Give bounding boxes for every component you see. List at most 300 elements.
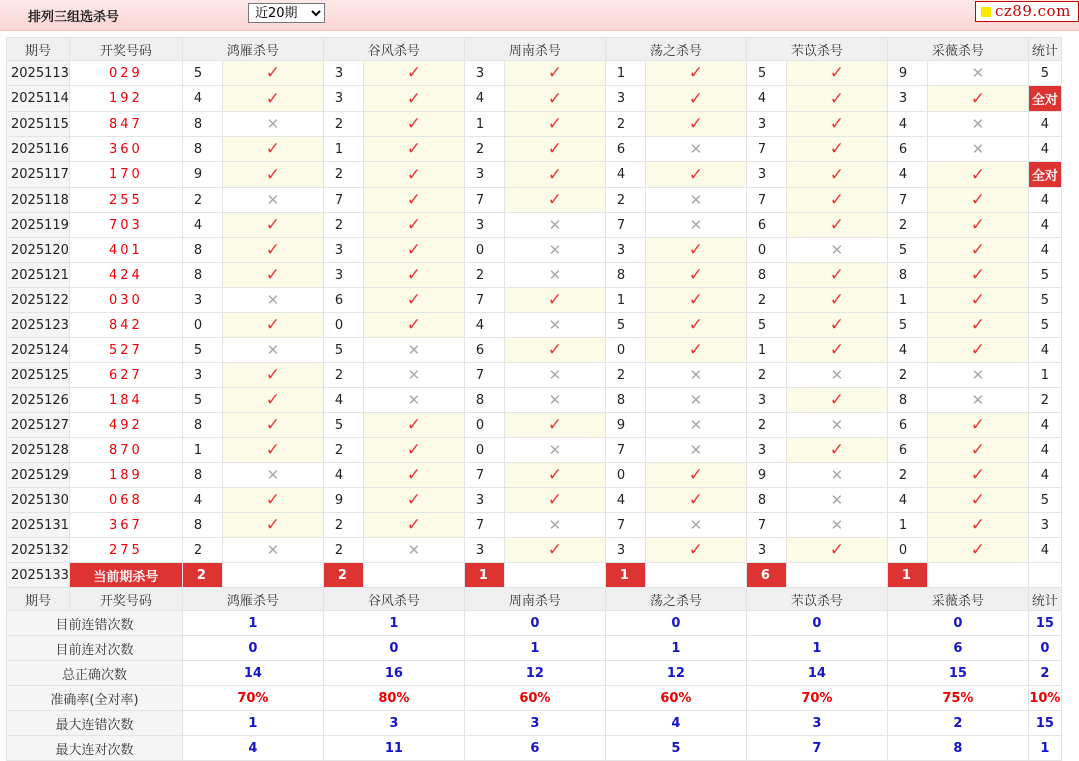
current-kill-number: 6 — [746, 563, 786, 588]
result-mark — [645, 238, 746, 263]
row-stat: 4 — [1028, 137, 1061, 162]
kill-number: 8 — [182, 137, 222, 162]
kill-number: 4 — [887, 338, 927, 363]
summary-value: 12 — [464, 661, 605, 686]
table-row — [7, 61, 1062, 86]
table-row — [7, 137, 1062, 162]
current-kill-number: 1 — [464, 563, 504, 588]
result-mark — [645, 313, 746, 338]
issue-number: 2025126 — [7, 388, 70, 413]
kill-number: 7 — [464, 363, 504, 388]
draw-code: 275 — [69, 538, 182, 563]
result-mark — [645, 137, 746, 162]
kill-number: 3 — [182, 363, 222, 388]
result-mark — [786, 137, 887, 162]
summary-value: 1 — [182, 711, 323, 736]
kill-number: 2 — [887, 463, 927, 488]
summary-value: 0 — [182, 636, 323, 661]
check-icon: ✓ — [547, 540, 563, 560]
issue-number: 2025125 — [7, 363, 70, 388]
summary-stat: 15 — [1028, 611, 1061, 636]
issue-number: 2025114 — [7, 86, 70, 112]
top-bar — [0, 0, 1079, 31]
kill-number: 2 — [323, 213, 363, 238]
cross-icon: ✕ — [266, 466, 280, 484]
kill-number: 8 — [182, 413, 222, 438]
kill-number: 9 — [182, 162, 222, 188]
draw-code: 184 — [69, 388, 182, 413]
check-icon: ✓ — [265, 88, 281, 109]
result-mark — [927, 61, 1028, 86]
kill-number: 0 — [746, 238, 786, 263]
summary-value: 6 — [464, 736, 605, 761]
check-icon: ✓ — [406, 63, 422, 83]
check-icon: ✓ — [406, 415, 422, 435]
cross-icon: ✕ — [407, 366, 421, 384]
result-mark — [222, 288, 323, 313]
kill-number: 8 — [182, 463, 222, 488]
check-icon: ✓ — [406, 440, 422, 460]
kill-number: 2 — [746, 288, 786, 313]
check-icon: ✓ — [688, 240, 704, 260]
current-issue: 2025133 — [7, 563, 70, 588]
kill-number: 6 — [887, 413, 927, 438]
check-icon: ✓ — [265, 139, 281, 159]
check-icon: ✓ — [970, 340, 986, 360]
issue-number: 2025119 — [7, 213, 70, 238]
result-mark — [363, 86, 464, 112]
result-mark — [504, 137, 605, 162]
header-expert: 芣苡杀号 — [746, 588, 887, 611]
kill-number: 2 — [464, 263, 504, 288]
kill-number: 2 — [182, 188, 222, 213]
header-expert: 采薇杀号 — [887, 588, 1028, 611]
table-row — [7, 488, 1062, 513]
kill-number: 4 — [746, 86, 786, 112]
issue-number: 2025127 — [7, 413, 70, 438]
result-mark — [222, 61, 323, 86]
kill-number: 4 — [182, 86, 222, 112]
result-mark — [504, 86, 605, 112]
kill-number: 7 — [746, 188, 786, 213]
draw-code: 401 — [69, 238, 182, 263]
summary-row — [7, 686, 1062, 711]
table-row — [7, 338, 1062, 363]
cross-icon: ✕ — [689, 366, 703, 384]
result-mark — [645, 112, 746, 137]
check-icon: ✓ — [970, 490, 986, 510]
kill-number: 3 — [464, 162, 504, 188]
row-stat: 4 — [1028, 213, 1061, 238]
check-icon: ✓ — [547, 63, 563, 83]
header-expert: 谷风杀号 — [323, 588, 464, 611]
draw-code: 367 — [69, 513, 182, 538]
cross-icon: ✕ — [548, 216, 562, 234]
result-mark — [786, 61, 887, 86]
summary-value: 14 — [746, 661, 887, 686]
summary-value: 1 — [464, 636, 605, 661]
summary-label: 目前连错次数 — [7, 611, 183, 636]
cross-icon: ✕ — [830, 516, 844, 534]
check-icon: ✓ — [265, 265, 281, 285]
result-mark — [786, 363, 887, 388]
result-mark — [504, 363, 605, 388]
check-icon: ✓ — [688, 88, 704, 109]
draw-code: 842 — [69, 313, 182, 338]
row-stat: 1 — [1028, 363, 1061, 388]
result-mark — [786, 162, 887, 188]
summary-value: 60% — [605, 686, 746, 711]
draw-code: 170 — [69, 162, 182, 188]
row-stat — [1028, 86, 1061, 112]
check-icon: ✓ — [970, 515, 986, 535]
result-mark — [363, 488, 464, 513]
kill-number: 1 — [887, 513, 927, 538]
summary-stat: 2 — [1028, 661, 1061, 686]
check-icon: ✓ — [406, 465, 422, 485]
kill-number: 4 — [464, 313, 504, 338]
site-logo[interactable] — [975, 1, 1079, 22]
kill-number: 1 — [323, 137, 363, 162]
result-mark — [363, 538, 464, 563]
result-mark — [786, 388, 887, 413]
header-expert: 芣苡杀号 — [746, 38, 887, 61]
kill-number: 3 — [323, 238, 363, 263]
kill-number: 2 — [746, 363, 786, 388]
table-row — [7, 238, 1062, 263]
check-icon: ✓ — [970, 190, 986, 210]
all-correct-badge: 全对 — [1029, 162, 1061, 187]
result-mark — [363, 313, 464, 338]
summary-label: 目前连对次数 — [7, 636, 183, 661]
issue-number: 2025118 — [7, 188, 70, 213]
result-mark — [645, 413, 746, 438]
row-stat: 5 — [1028, 288, 1061, 313]
result-mark — [363, 288, 464, 313]
cross-icon: ✕ — [689, 140, 703, 158]
result-mark — [222, 538, 323, 563]
header-issue: 期号 — [7, 588, 70, 611]
result-mark — [222, 213, 323, 238]
kill-number: 6 — [605, 137, 645, 162]
table-row — [7, 363, 1062, 388]
current-blank — [504, 563, 605, 588]
check-icon: ✓ — [829, 164, 845, 185]
result-mark — [504, 61, 605, 86]
kill-number: 1 — [464, 112, 504, 137]
issue-number: 2025128 — [7, 438, 70, 463]
summary-stat: 0 — [1028, 636, 1061, 661]
result-mark — [645, 61, 746, 86]
result-mark — [363, 363, 464, 388]
draw-code: 029 — [69, 61, 182, 86]
check-icon: ✓ — [265, 215, 281, 235]
table-row — [7, 213, 1062, 238]
result-mark — [786, 513, 887, 538]
kill-number: 4 — [887, 162, 927, 188]
kill-number: 0 — [323, 313, 363, 338]
summary-value: 0 — [746, 611, 887, 636]
kill-number: 3 — [746, 112, 786, 137]
kill-number: 7 — [464, 513, 504, 538]
check-icon: ✓ — [970, 215, 986, 235]
check-icon: ✓ — [547, 490, 563, 510]
row-stat: 4 — [1028, 112, 1061, 137]
kill-number: 6 — [464, 338, 504, 363]
kill-number: 0 — [887, 538, 927, 563]
check-icon: ✓ — [829, 290, 845, 310]
check-icon: ✓ — [265, 164, 281, 185]
check-icon: ✓ — [970, 240, 986, 260]
result-mark — [786, 313, 887, 338]
check-icon: ✓ — [265, 415, 281, 435]
logo-square-icon — [981, 7, 991, 17]
check-icon: ✓ — [829, 340, 845, 360]
result-mark — [504, 288, 605, 313]
cross-icon: ✕ — [266, 541, 280, 559]
result-mark — [363, 513, 464, 538]
result-mark — [363, 188, 464, 213]
check-icon: ✓ — [547, 114, 563, 134]
kill-number: 2 — [323, 538, 363, 563]
result-mark — [645, 438, 746, 463]
current-kill-number: 1 — [605, 563, 645, 588]
current-period-row — [7, 563, 1062, 588]
result-mark — [927, 488, 1028, 513]
kill-number: 5 — [887, 238, 927, 263]
issue-number: 2025130 — [7, 488, 70, 513]
table-row — [7, 538, 1062, 563]
kill-number: 6 — [746, 213, 786, 238]
table-row — [7, 313, 1062, 338]
cross-icon: ✕ — [548, 391, 562, 409]
cross-icon: ✕ — [548, 441, 562, 459]
check-icon: ✓ — [688, 315, 704, 335]
result-mark — [222, 413, 323, 438]
result-mark — [504, 463, 605, 488]
issue-number: 2025117 — [7, 162, 70, 188]
result-mark — [504, 513, 605, 538]
kill-number: 4 — [464, 86, 504, 112]
summary-value: 70% — [746, 686, 887, 711]
check-icon: ✓ — [265, 315, 281, 335]
summary-value: 0 — [605, 611, 746, 636]
issue-number: 2025121 — [7, 263, 70, 288]
row-stat: 5 — [1028, 61, 1061, 86]
kill-number: 3 — [323, 61, 363, 86]
kill-number: 0 — [464, 413, 504, 438]
check-icon: ✓ — [970, 164, 986, 185]
summary-value: 70% — [182, 686, 323, 711]
cross-icon: ✕ — [830, 466, 844, 484]
current-blank — [222, 563, 323, 588]
check-icon: ✓ — [829, 139, 845, 159]
kill-number: 8 — [887, 388, 927, 413]
kill-number: 4 — [887, 112, 927, 137]
kill-number: 7 — [323, 188, 363, 213]
row-stat: 4 — [1028, 238, 1061, 263]
check-icon: ✓ — [829, 540, 845, 560]
result-mark — [786, 238, 887, 263]
kill-number: 1 — [182, 438, 222, 463]
summary-value: 7 — [746, 736, 887, 761]
result-mark — [222, 438, 323, 463]
summary-row — [7, 711, 1062, 736]
result-mark — [222, 263, 323, 288]
cross-icon: ✕ — [548, 266, 562, 284]
cross-icon: ✕ — [830, 491, 844, 509]
result-mark — [645, 86, 746, 112]
result-mark — [222, 238, 323, 263]
check-icon: ✓ — [688, 540, 704, 560]
table-row — [7, 112, 1062, 137]
result-mark — [786, 488, 887, 513]
result-mark — [504, 188, 605, 213]
kill-number: 7 — [746, 137, 786, 162]
summary-value: 1 — [182, 611, 323, 636]
summary-value: 12 — [605, 661, 746, 686]
kill-number: 5 — [182, 388, 222, 413]
row-stat: 4 — [1028, 413, 1061, 438]
table-row — [7, 438, 1062, 463]
check-icon: ✓ — [688, 490, 704, 510]
summary-row — [7, 636, 1062, 661]
summary-label: 总正确次数 — [7, 661, 183, 686]
kill-number: 6 — [887, 438, 927, 463]
header-expert: 鸿雁杀号 — [182, 38, 323, 61]
result-mark — [222, 363, 323, 388]
summary-value: 8 — [887, 736, 1028, 761]
kill-number: 4 — [323, 463, 363, 488]
kill-number: 1 — [887, 288, 927, 313]
period-select[interactable] — [248, 3, 325, 23]
table-row — [7, 413, 1062, 438]
issue-number: 2025132 — [7, 538, 70, 563]
check-icon: ✓ — [406, 164, 422, 185]
result-mark — [222, 313, 323, 338]
kill-number: 2 — [887, 213, 927, 238]
cross-icon: ✕ — [407, 341, 421, 359]
result-mark — [786, 463, 887, 488]
check-icon: ✓ — [688, 63, 704, 83]
kill-number: 8 — [464, 388, 504, 413]
check-icon: ✓ — [970, 315, 986, 335]
check-icon: ✓ — [970, 465, 986, 485]
result-mark — [786, 263, 887, 288]
result-mark — [786, 288, 887, 313]
kill-number: 3 — [182, 288, 222, 313]
check-icon: ✓ — [547, 415, 563, 435]
kill-number: 4 — [182, 213, 222, 238]
kill-number: 3 — [605, 86, 645, 112]
kill-number: 7 — [464, 188, 504, 213]
result-mark — [363, 213, 464, 238]
kill-number: 4 — [323, 388, 363, 413]
kill-number: 2 — [746, 413, 786, 438]
result-mark — [222, 112, 323, 137]
check-icon: ✓ — [829, 63, 845, 83]
result-mark — [363, 438, 464, 463]
kill-number: 8 — [605, 263, 645, 288]
current-kill-number: 2 — [182, 563, 222, 588]
check-icon: ✓ — [406, 490, 422, 510]
result-mark — [927, 438, 1028, 463]
header-expert: 鸿雁杀号 — [182, 588, 323, 611]
result-mark — [504, 112, 605, 137]
result-mark — [645, 488, 746, 513]
draw-code: 847 — [69, 112, 182, 137]
result-mark — [786, 213, 887, 238]
kill-number: 2 — [323, 162, 363, 188]
check-icon: ✓ — [547, 164, 563, 185]
summary-value: 3 — [464, 711, 605, 736]
row-stat: 4 — [1028, 338, 1061, 363]
summary-value: 4 — [605, 711, 746, 736]
check-icon: ✓ — [265, 63, 281, 83]
check-icon: ✓ — [406, 240, 422, 260]
result-mark — [222, 388, 323, 413]
result-mark — [645, 213, 746, 238]
kill-number: 2 — [605, 188, 645, 213]
result-mark — [504, 213, 605, 238]
cross-icon: ✕ — [548, 316, 562, 334]
result-mark — [504, 438, 605, 463]
summary-value: 6 — [887, 636, 1028, 661]
draw-code: 870 — [69, 438, 182, 463]
check-icon: ✓ — [265, 365, 281, 385]
result-mark — [222, 488, 323, 513]
summary-value: 60% — [464, 686, 605, 711]
result-mark — [786, 112, 887, 137]
result-mark — [645, 463, 746, 488]
result-mark — [927, 86, 1028, 112]
cross-icon: ✕ — [266, 291, 280, 309]
kill-number: 7 — [605, 213, 645, 238]
row-stat: 3 — [1028, 513, 1061, 538]
issue-number: 2025113 — [7, 61, 70, 86]
table-row — [7, 513, 1062, 538]
result-mark — [363, 388, 464, 413]
check-icon: ✓ — [829, 265, 845, 285]
issue-number: 2025124 — [7, 338, 70, 363]
result-mark — [363, 137, 464, 162]
cross-icon: ✕ — [407, 391, 421, 409]
summary-value: 80% — [323, 686, 464, 711]
cross-icon: ✕ — [407, 541, 421, 559]
kill-number: 1 — [605, 61, 645, 86]
row-stat: 5 — [1028, 313, 1061, 338]
cross-icon: ✕ — [971, 115, 985, 133]
draw-code: 068 — [69, 488, 182, 513]
kill-number: 7 — [464, 463, 504, 488]
kill-number: 2 — [464, 137, 504, 162]
result-mark — [222, 188, 323, 213]
result-mark — [645, 538, 746, 563]
current-blank — [927, 563, 1028, 588]
kill-number: 1 — [746, 338, 786, 363]
cross-icon: ✕ — [548, 516, 562, 534]
kill-number: 5 — [182, 338, 222, 363]
check-icon: ✓ — [265, 240, 281, 260]
result-mark — [927, 288, 1028, 313]
kill-number: 4 — [605, 162, 645, 188]
result-mark — [786, 86, 887, 112]
cross-icon: ✕ — [971, 391, 985, 409]
check-icon: ✓ — [688, 465, 704, 485]
check-icon: ✓ — [688, 114, 704, 134]
kill-number: 6 — [323, 288, 363, 313]
check-icon: ✓ — [406, 114, 422, 134]
